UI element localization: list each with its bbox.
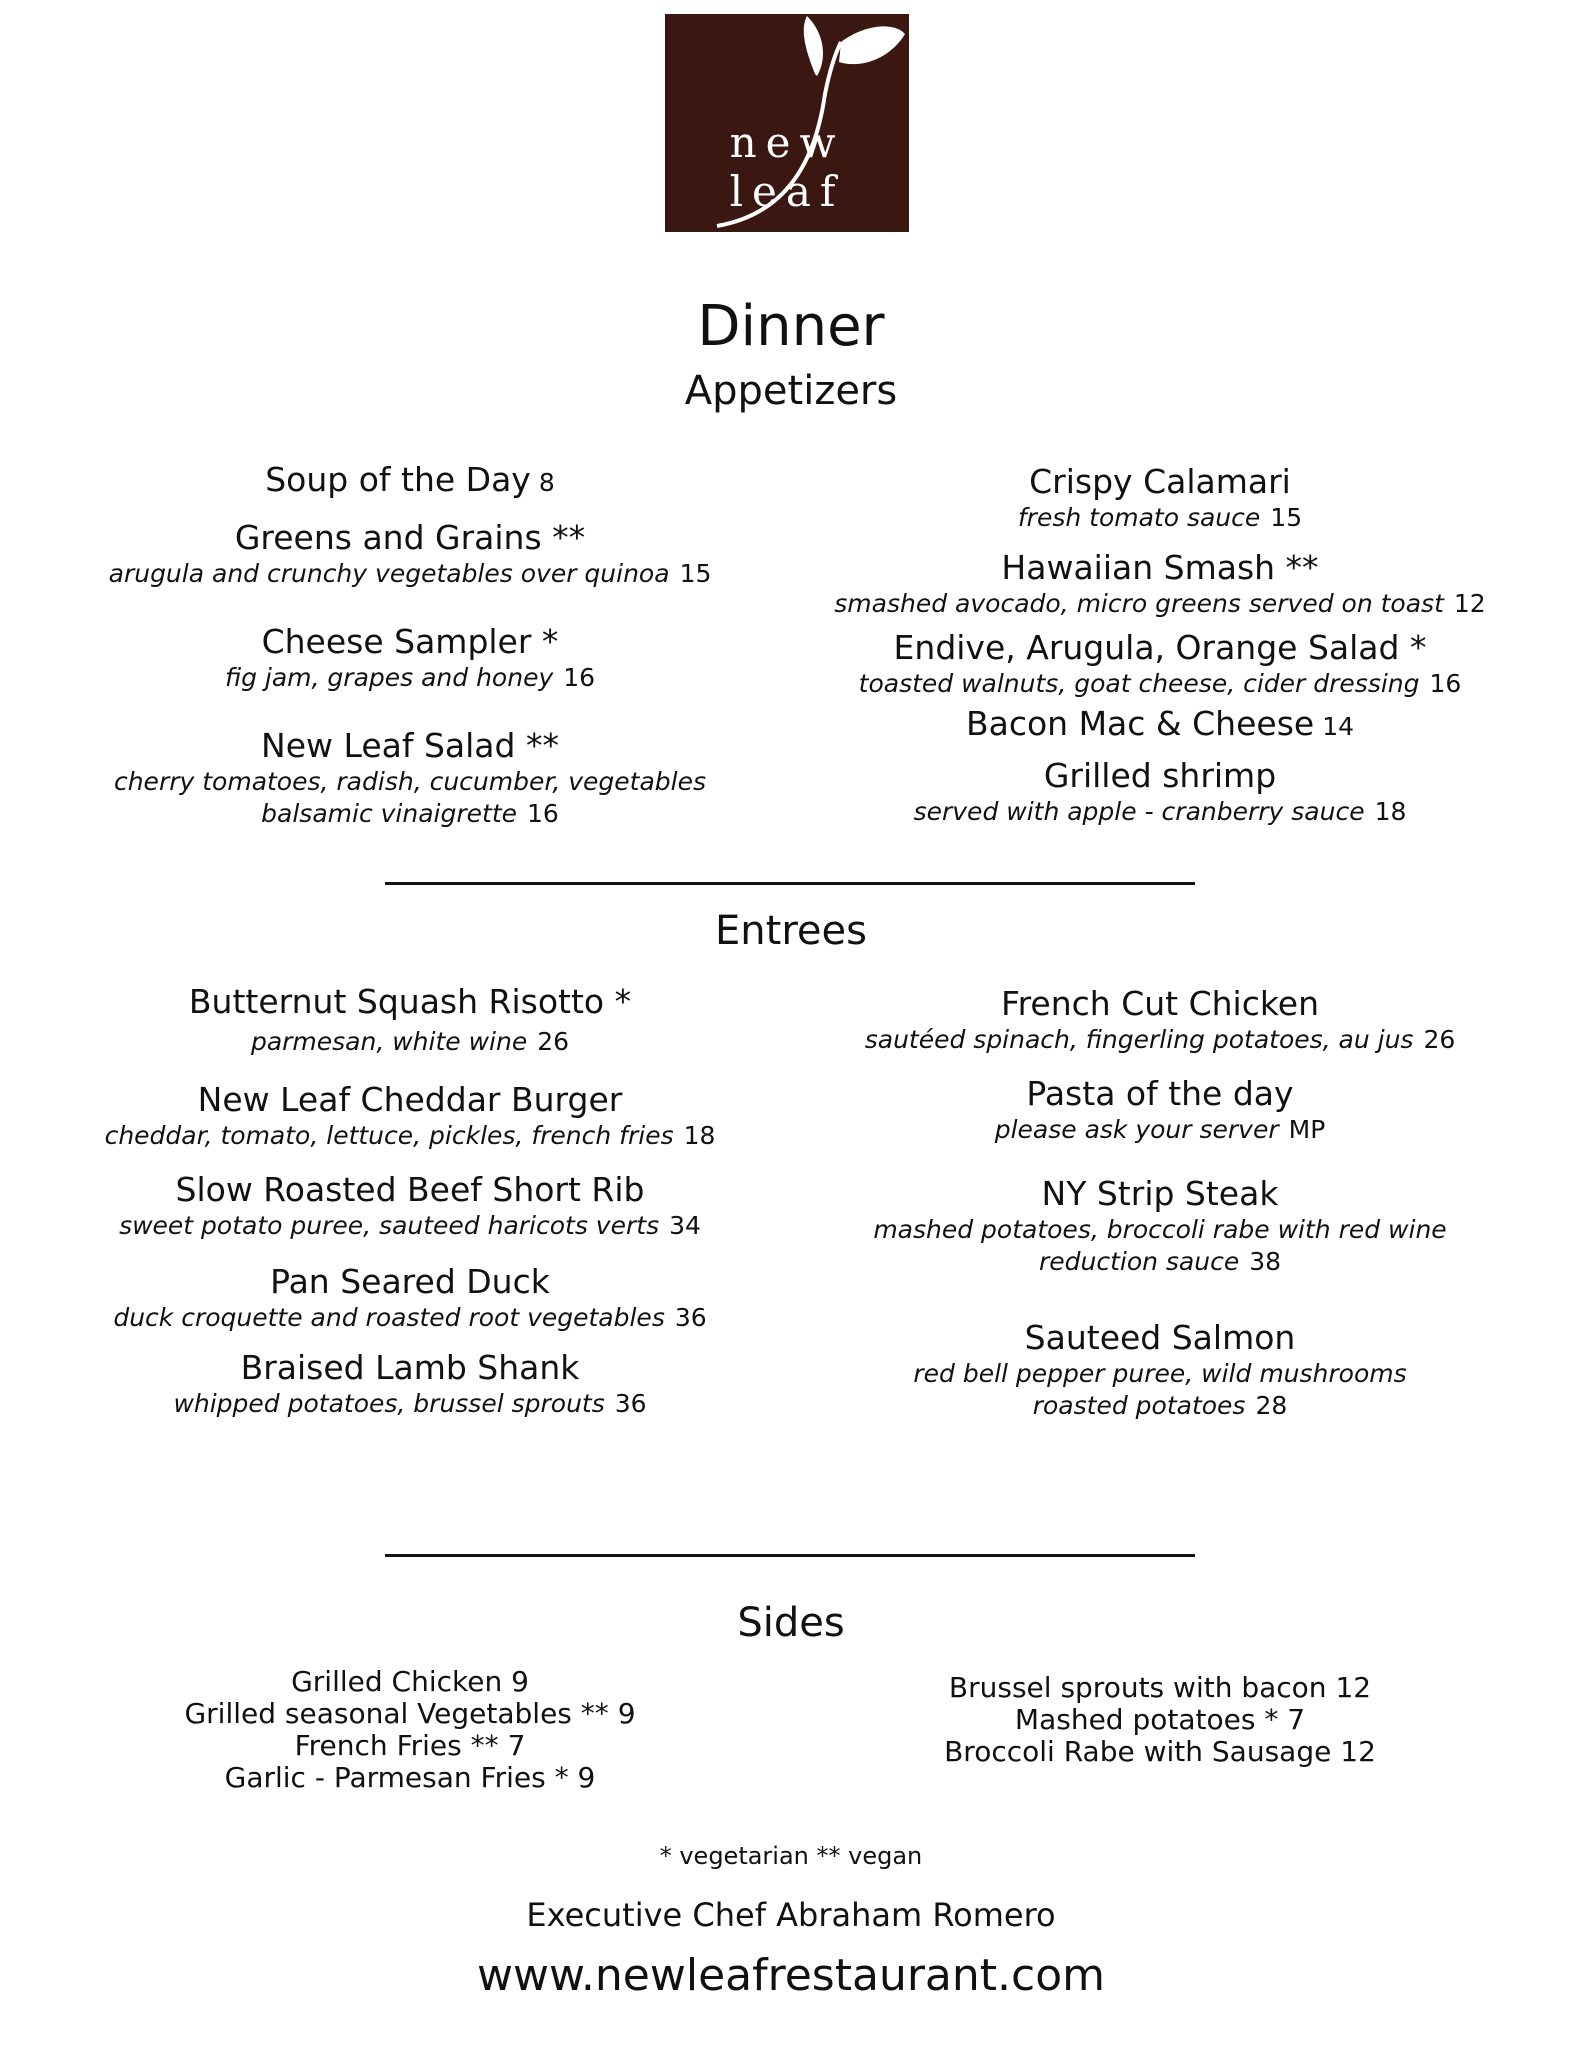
menu-item — [60, 460, 760, 503]
logo-text: new leaf — [729, 118, 845, 216]
side-name: Brussel sprouts with bacon — [948, 1671, 1327, 1704]
item-desc: reduction sauce — [1038, 1247, 1240, 1276]
item-name: Endive, Arugula, Orange Salad * — [893, 628, 1427, 667]
item-desc: served with apple - cranberry sauce — [913, 797, 1365, 826]
logo — [665, 14, 909, 232]
menu-item — [60, 1348, 760, 1420]
side-price: 9 — [511, 1665, 529, 1698]
side-item — [60, 1730, 760, 1762]
website-url: www.newleafrestaurant.com — [477, 1950, 1105, 2001]
side-item — [60, 1666, 760, 1698]
menu-item — [790, 1318, 1530, 1422]
side-name: Broccoli Rabe with Sausage — [944, 1735, 1332, 1768]
item-price: 18 — [1374, 797, 1407, 826]
side-price: 7 — [1287, 1703, 1306, 1736]
item-desc: duck croquette and roasted root vegetables — [113, 1303, 665, 1332]
item-name: Soup of the Day — [265, 460, 531, 499]
dietary-legend: * vegetarian ** vegan — [659, 1842, 923, 1870]
menu-item — [60, 982, 760, 1058]
item-desc: red bell pepper puree, wild mushrooms — [913, 1359, 1407, 1388]
menu-item — [790, 548, 1530, 620]
item-desc: arugula and crunchy vegetables over quinoa — [108, 559, 670, 588]
menu-item — [790, 462, 1530, 534]
entrees-heading: Entrees — [715, 908, 867, 954]
item-name: Bacon Mac & Cheese — [965, 704, 1315, 743]
side-price: 9 — [617, 1697, 636, 1730]
item-name: New Leaf Salad ** — [261, 726, 559, 765]
item-price: 28 — [1255, 1391, 1288, 1420]
item-price: 36 — [674, 1303, 707, 1332]
menu-item — [60, 622, 760, 694]
item-desc: smashed avocado, micro greens served on toast — [834, 589, 1444, 618]
menu-item — [60, 1262, 760, 1334]
side-price: 7 — [507, 1729, 526, 1762]
menu-item — [790, 1074, 1530, 1146]
sides-left-column — [60, 1666, 760, 1794]
chef-credit: Executive Chef Abraham Romero — [526, 1896, 1056, 1934]
side-item — [60, 1762, 760, 1794]
side-name: Garlic - Parmesan Fries * — [224, 1761, 569, 1794]
menu-item — [790, 1174, 1530, 1278]
menu-item — [60, 518, 760, 590]
item-price: 15 — [679, 559, 712, 588]
item-name: Pan Seared Duck — [270, 1262, 550, 1301]
item-desc: fresh tomato sauce — [1017, 503, 1261, 532]
item-price: 15 — [1270, 503, 1303, 532]
side-name: French Fries ** — [294, 1729, 499, 1762]
item-price: 18 — [683, 1121, 716, 1150]
item-name: Hawaiian Smash ** — [1001, 548, 1319, 587]
side-price: 12 — [1335, 1671, 1372, 1704]
menu-item — [60, 1170, 760, 1242]
item-name: Butternut Squash Risotto * — [188, 982, 632, 1021]
item-price: 26 — [537, 1027, 570, 1056]
item-desc: fig jam, grapes and honey — [224, 663, 554, 692]
item-desc: roasted potatoes — [1032, 1391, 1246, 1420]
item-name: Cheese Sampler * — [261, 622, 559, 661]
sides-heading: Sides — [737, 1600, 845, 1646]
side-item — [790, 1672, 1530, 1704]
item-name: Slow Roasted Beef Short Rib — [175, 1170, 645, 1209]
item-name: Braised Lamb Shank — [240, 1348, 580, 1387]
menu-item — [790, 628, 1530, 700]
item-desc: sweet potato puree, sauteed haricots verts — [119, 1211, 660, 1240]
side-name: Grilled seasonal Vegetables ** — [184, 1697, 609, 1730]
item-desc: whipped potatoes, brussel sprouts — [173, 1389, 605, 1418]
item-price: 34 — [669, 1211, 701, 1240]
item-desc: balsamic vinaigrette — [261, 799, 518, 828]
item-name: Crispy Calamari — [1029, 462, 1291, 501]
menu-item — [790, 756, 1530, 828]
side-price: 12 — [1340, 1735, 1376, 1768]
divider — [385, 882, 1195, 885]
menu-item — [60, 1080, 760, 1152]
divider — [385, 1554, 1195, 1557]
item-name: Grilled shrimp — [1043, 756, 1277, 795]
side-name: Mashed potatoes * — [1014, 1703, 1279, 1736]
item-desc: parmesan, white wine — [250, 1027, 528, 1056]
item-name: French Cut Chicken — [1001, 984, 1319, 1023]
item-name: Sauteed Salmon — [1024, 1318, 1296, 1357]
item-price: 16 — [527, 799, 559, 828]
menu-item — [60, 726, 760, 830]
item-price: 38 — [1249, 1247, 1282, 1276]
side-price: 9 — [577, 1761, 596, 1794]
item-price: 36 — [614, 1389, 647, 1418]
appetizers-heading: Appetizers — [684, 368, 898, 414]
item-price: 16 — [563, 663, 596, 692]
item-desc: sautéed spinach, fingerling potatoes, au jus — [864, 1025, 1414, 1054]
item-desc: mashed potatoes, broccoli rabe with red wine — [873, 1215, 1447, 1244]
menu-item — [790, 704, 1530, 747]
sides-right-column — [790, 1672, 1530, 1768]
menu-item — [790, 984, 1530, 1056]
item-desc: toasted walnuts, goat cheese, cider dressing — [858, 669, 1420, 698]
item-price: MP — [1288, 1115, 1326, 1144]
side-name: Grilled Chicken — [291, 1665, 503, 1698]
item-desc: please ask your server — [994, 1115, 1279, 1144]
side-item — [790, 1704, 1530, 1736]
item-price: 12 — [1453, 589, 1486, 618]
item-name: Pasta of the day — [1026, 1074, 1294, 1113]
item-name: Greens and Grains ** — [234, 518, 586, 557]
item-price: 8 — [538, 468, 555, 497]
item-price: 26 — [1423, 1025, 1456, 1054]
item-price: 14 — [1322, 712, 1355, 741]
item-desc: cheddar, tomato, lettuce, pickles, french fries — [104, 1121, 674, 1150]
side-item — [790, 1736, 1530, 1768]
page-title: Dinner — [697, 294, 885, 359]
item-name: New Leaf Cheddar Burger — [197, 1080, 623, 1119]
item-price: 16 — [1429, 669, 1462, 698]
side-item — [60, 1698, 760, 1730]
item-desc: cherry tomatoes, radish, cucumber, vegetables — [113, 767, 707, 796]
item-name: NY Strip Steak — [1041, 1174, 1279, 1213]
